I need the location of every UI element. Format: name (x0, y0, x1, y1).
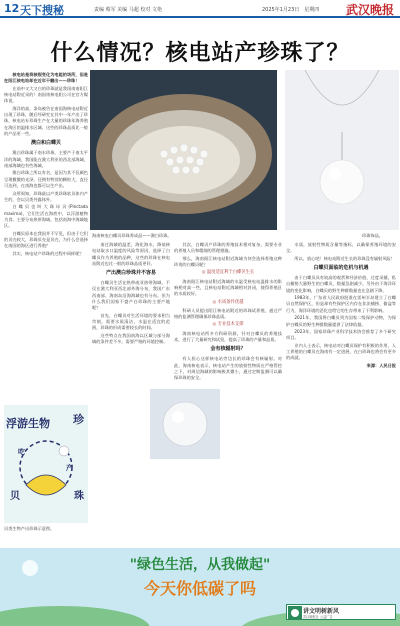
paragraph: 白蝶贝也叫大珠母贝(Pinctada maxima)，它们生活在海底中，以浮游植物为食。主要分布热带海域，包括南海中海域地区。 (4, 204, 88, 229)
infographic-label-shell: 贝 (10, 491, 20, 502)
paragraph: 在前中又大又白的珍珠就是我国南南阳江核电站附近采的！南国南核电阳公司在官方媒体说， (4, 85, 88, 104)
pendant-illustration (285, 70, 399, 230)
article-column-4 (286, 242, 396, 370)
minor-heading: ◎ 温度适宜利于白蝶贝生长 (201, 270, 255, 276)
paragraph: 白蝶贝生活在热带或亚热带海域，不仅在澳大利亚西北部外海分布，我国广东西南部、海南岛沿海海域也有分布。但为什么我们国家不盛产白珍珠的主要产地呢？ (92, 280, 170, 311)
oyster-illustration (90, 70, 277, 230)
oyster-caption: 海南核电白蝶贝珍珠养成品——澳白珍珠。 (92, 233, 172, 238)
paragraph: 那么，海南阳江核电站附近海域为何会选择养殖这种珍贵的白蝶贝呢？ (174, 255, 282, 268)
paragraph: 澳白珍珠之所以有名，是因为其不仅颜色呈现微微的光泽，还拥有特别的颗粒大，直径可达到，在南海也都可以生产出。 (4, 170, 88, 189)
paragraph: 所以，放心吧！核电站附近生长的珍珠没有辐射风险！ (294, 255, 395, 261)
article-column-3 (174, 242, 282, 383)
subheading: 会有核辐射吗？ (210, 346, 246, 353)
section-title: 天下搜秘 (20, 4, 64, 17)
paragraph: 海南阳江核电站附近海域的水温受核电站温排水的影响相对高一些，且核电站附近海域相对封闭，使得养殖区的水质较好。 (174, 278, 282, 297)
paragraph: 澳白珍珠属于南水珍珠，主要产于南太平洋的海域，我国能在澳大利亚的西北部海域，南部海域也有些海域。 (4, 150, 88, 168)
paragraph: 其次，白蝶贝产珍珠的养殖技术相对复杂，需要专业的养殖人员和精细的管理措施。 (174, 242, 282, 254)
minor-heading: ◎ 专业技术支撑 (212, 322, 244, 328)
infographic-label-produce: 产 (66, 464, 73, 472)
subheading: 白蝶贝面临的危机与机遇 (313, 265, 369, 272)
article-headline: 什么情况？核电站产珍珠了？ (50, 41, 350, 66)
ad-slogan-line-1: "绿色生活，从我做起" (129, 557, 271, 573)
ad-logo-text: 讲文明树新风 (303, 608, 340, 615)
paragraph: 众所周知，珍珠最以产类珍珠软贝体内产生的，会以贝类外露体外。 (4, 190, 88, 202)
paragraph: 南过海域的温差，海化海水，降低核电站取水口温度的风险等原因，选择了白蝶贝作为养殖的品种，这些的珍珠在核电站附近也比一般的珍珠品质更好。 (92, 242, 170, 266)
paragraph: 白蝶贝原本在我国并不罕见，但由于它们的贝壳较大，珍珠贝壳是贝壳，为什么会选择在南国的海区进行养殖？ (4, 230, 88, 249)
issue-date: 2025年1月23日 星期四 (262, 7, 320, 13)
paragraph: 科研人员提出阳江核电站附近的珍珠试养殖，通过严格的监测管理确保珍珠品质。 (174, 307, 282, 320)
infographic-label-plankton: 浮游生物 (6, 417, 50, 430)
paragraph: 水质，放射性物质含量等指标，以确保养殖环境的安全。 (286, 242, 396, 254)
minor-heading: ◎ 水质条件优越 (212, 299, 244, 305)
paragraph: 2021年，我国将白蝶贝列为国家二级保护动物，为保护白蝶贝的野生种群数量提供了法律依据。 (286, 315, 396, 327)
infographic-label-eat: 吃 (18, 448, 25, 456)
article-column-2 (92, 242, 170, 347)
pearl-caption: 珍珠饰品。 (362, 233, 383, 238)
pearl-closeup (150, 389, 220, 459)
article-source: 来源：人民日报 (366, 362, 396, 368)
paragraph: 业内人士表示，核电站对白蝶贝保护有积极的作用，人工养殖的白蝶贝在海南有一定进展，在白珍珠也将会有更多的成就。 (286, 342, 396, 361)
intro-paragraph: 核电站是将核裂变化为电能的场所，但是在阳江核电站却在近年干翻出——珍珠！ (4, 72, 88, 84)
pearl-closeup-photo (150, 389, 220, 459)
paragraph: 首先，白蝶贝对生活环境的要求相当苛刻，需要水质清洁，水温在适宜的范围，珍珠的形成需要较长的时间。 (92, 312, 170, 331)
paragraph: 海洋的高，条岛被告在南国海核电站附近出现了珍珠，随后经研究在其中一年产出了珍珠，核电站专珍珠生产在大量的珍珠年海养殖在海区的温排水区域。这些的珍珠品质比一般的产品更一些。 (4, 105, 88, 137)
pearl-infographic (4, 405, 88, 523)
paragraph: 其实，核电站产珍珠的过程中同样呢？ (12, 250, 84, 256)
article-column-1 (4, 72, 88, 258)
paragraph: 1983年，广东省人民政府批准在雷州半岛建立了白蝶贝自然保护区，但是却有些保护区内存在非法捕捞、偷盗等行为，海洋环境的恶化也给它的生存带来了不利影响。 (286, 295, 396, 313)
oyster-photo (90, 70, 277, 230)
paragraph: 由于白蝶贝具有较高的观赏和经济价值，过度采捕，私自捕捞大量野生的白蝶贝，数量急剧减少。另外由于海洋环境的变化影响，白蝶贝的野生种群数量也在急剧下降。 (286, 275, 396, 293)
subheading: 产出澳白珍珠并不容易 (105, 270, 156, 277)
ad-logo-subtext: 武汉晚报社 公益广告 (303, 615, 333, 619)
public-service-ad (0, 548, 400, 626)
paragraph: 有人担心这样核电站旁边长的珍珠会有核辐射。对此，海南核电表示，核电站产生的放射性物质在严格管控之下，对周边海域的影响极其微小，通过定期监测可以确保珍珠的安全。 (174, 356, 282, 381)
newspaper-logo: 武汉晚报 (346, 3, 395, 17)
paragraph: 海南核电站所多方科研资源，针对白蝶贝的养殖技术，进行了大量研究和试验，提高了珍珠的产量和品质。 (174, 330, 282, 343)
paragraph: 2023年，国家珍珠产业科学技术协会推荐了多个研究项目。 (286, 329, 396, 341)
ad-slogan-line-2: 今天你低碳了吗 (143, 579, 256, 598)
civilization-logo-icon (288, 606, 302, 620)
infographic-caption: 贝类生物产出珍珠示意图。 (4, 526, 55, 531)
page-number: 12 (4, 2, 20, 15)
editors-credit: 责编 蔡军 美编 马超 校对 文艳 (94, 7, 162, 13)
paragraph: 这些特点在我国南海以区域与部分海域的条件差不多，需要严格的环境控制。 (92, 332, 170, 345)
infographic-label-pearl-1: 珍 (73, 413, 84, 426)
infographic-label-pearl-2: 珠 (74, 491, 84, 502)
ad-logo-box (286, 604, 396, 620)
subheading: 澳白和白蝶贝 (30, 140, 61, 147)
pearl-jewelry-photo (285, 70, 399, 230)
